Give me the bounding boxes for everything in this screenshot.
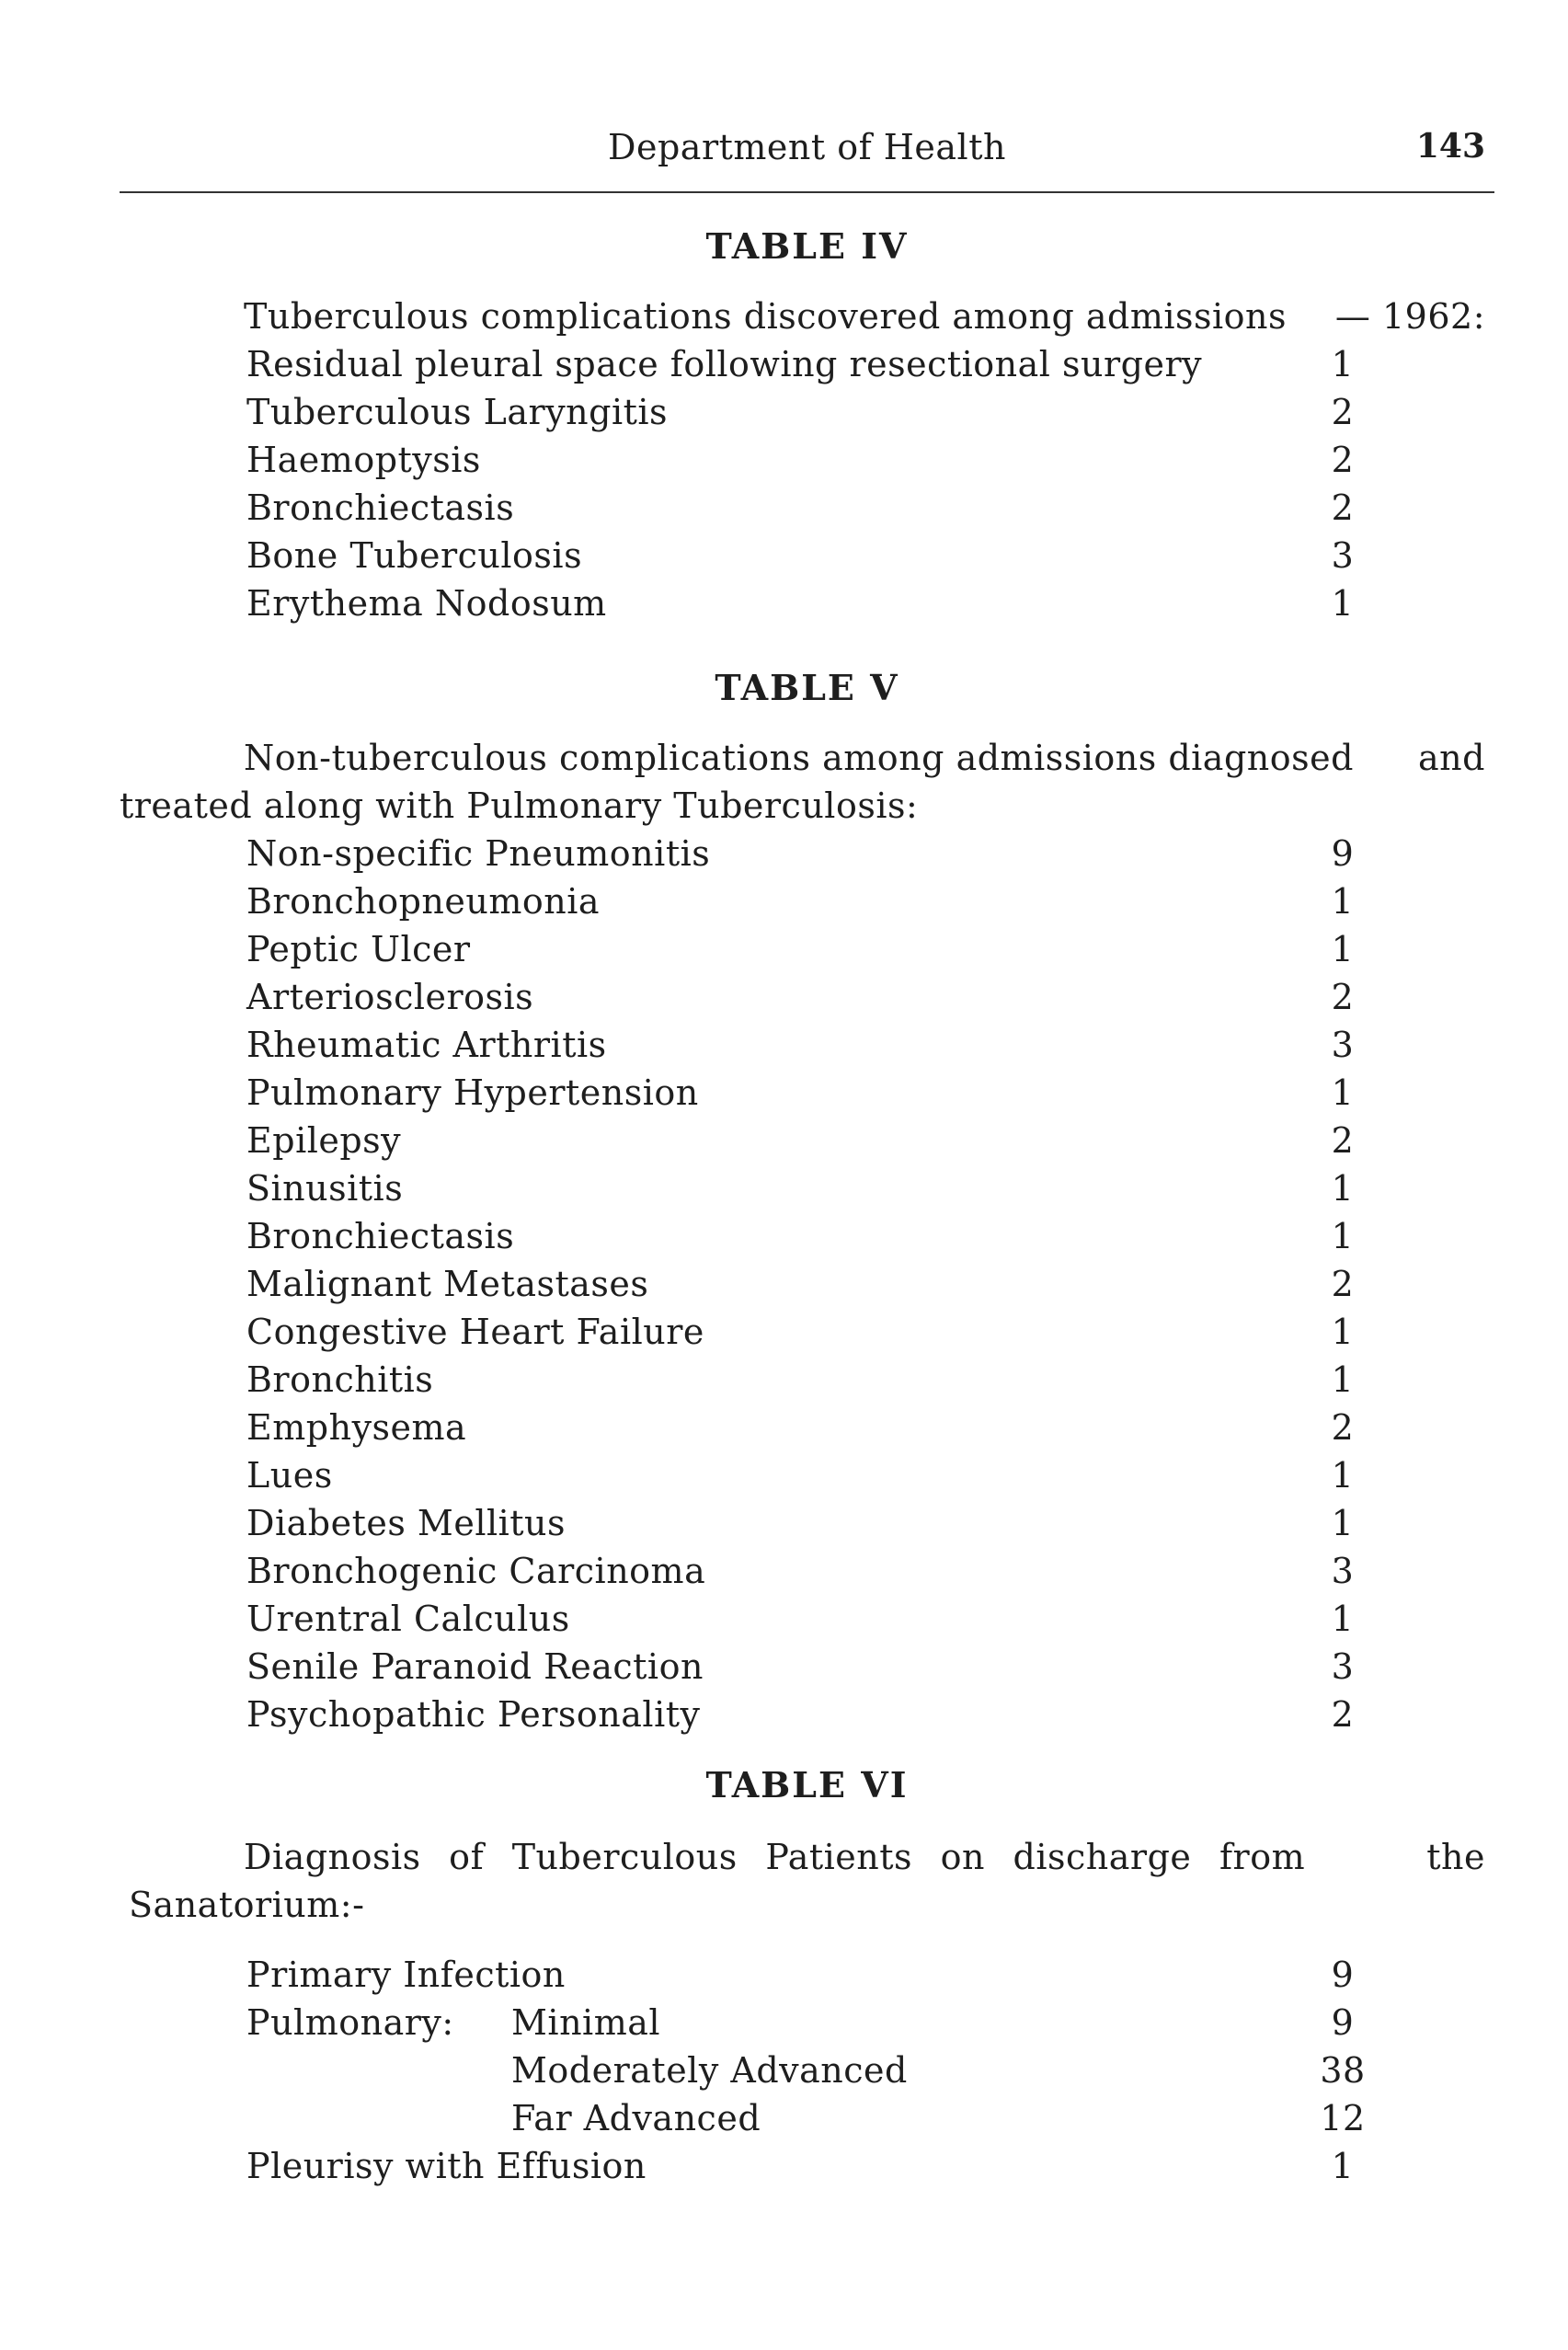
list-item	[0, 1312, 1568, 1359]
item-count: 2	[1331, 392, 1355, 432]
item-count: 12	[1320, 2098, 1366, 2138]
item-count: 2	[1331, 1407, 1355, 1448]
list-item	[0, 929, 1568, 977]
item-count: 1	[1331, 2146, 1355, 2186]
item-label: Primary Infection	[246, 1955, 566, 1995]
item-label: Pleurisy with Effusion	[246, 2146, 647, 2186]
item-count: 3	[1331, 1025, 1355, 1065]
table-iv-heading: TABLE IV	[705, 225, 909, 267]
item-label: Rheumatic Arthritis	[246, 1025, 607, 1065]
item-count: 2	[1331, 1694, 1355, 1735]
item-label: Non-specific Pneumonitis	[246, 833, 711, 874]
list-item	[0, 977, 1568, 1025]
table-vi-intro-line1-end: the	[1426, 1837, 1485, 1877]
list-item	[0, 1264, 1568, 1312]
list-item	[0, 1955, 1568, 2002]
item-sublabel: Moderately Advanced	[511, 2050, 908, 2091]
list-item	[0, 2050, 1568, 2098]
list-item	[0, 392, 1568, 440]
table-v-heading: TABLE V	[715, 667, 899, 708]
item-count: 1	[1331, 1216, 1355, 1256]
item-sublabel: Minimal	[511, 2002, 661, 2043]
item-label: Peptic Ulcer	[246, 929, 471, 969]
header-rule	[120, 191, 1494, 193]
item-count: 3	[1331, 1646, 1355, 1687]
list-item	[0, 1407, 1568, 1455]
list-item	[0, 344, 1568, 392]
item-count: 1	[1331, 881, 1355, 922]
table-vi-heading: TABLE VI	[705, 1764, 909, 1805]
table-v-intro-line2: treated along with Pulmonary Tuberculosis:	[120, 785, 919, 826]
list-item	[0, 2146, 1568, 2194]
table-iv-intro-year: — 1962:	[1334, 296, 1485, 337]
list-item	[0, 1359, 1568, 1407]
item-label: Bronchiectasis	[246, 1216, 515, 1256]
item-count: 2	[1331, 440, 1355, 480]
item-count: 1	[1331, 1503, 1355, 1543]
item-label: Pulmonary:	[246, 2002, 454, 2043]
item-label: Emphysema	[246, 1407, 467, 1448]
list-item	[0, 1694, 1568, 1742]
running-head-title: Department of Health	[608, 127, 1006, 167]
item-count: 2	[1331, 1120, 1355, 1161]
item-count: 1	[1331, 1168, 1355, 1209]
item-label: Lues	[246, 1455, 333, 1496]
item-count: 2	[1331, 977, 1355, 1017]
item-count: 38	[1320, 2050, 1366, 2091]
table-iv-intro-text: Tuberculous complications discovered among admissions	[244, 296, 1288, 337]
list-item	[0, 1551, 1568, 1599]
item-count: 1	[1331, 1455, 1355, 1496]
item-label: Diabetes Mellitus	[246, 1503, 567, 1543]
item-label: Psychopathic Personality	[246, 1694, 701, 1735]
item-label: Sinusitis	[246, 1168, 404, 1209]
item-label: Arteriosclerosis	[246, 977, 534, 1017]
item-label: Bronchitis	[246, 1359, 434, 1400]
item-count: 9	[1331, 2002, 1355, 2043]
item-label: Bronchiectasis	[246, 487, 515, 528]
item-count: 3	[1331, 535, 1355, 576]
list-item	[0, 1599, 1568, 1646]
item-count: 1	[1331, 583, 1355, 624]
list-item	[0, 833, 1568, 881]
item-label: Congestive Heart Failure	[246, 1312, 704, 1352]
item-count: 1	[1331, 1599, 1355, 1639]
item-label: Tuberculous Laryngitis	[246, 392, 669, 432]
running-head	[120, 127, 1494, 182]
table-vi-intro-line1: Diagnosis of Tuberculous Patients on discharge from	[244, 1837, 1306, 1877]
item-sublabel: Far Advanced	[511, 2098, 761, 2138]
item-label: Senile Paranoid Reaction	[246, 1646, 704, 1687]
item-label: Bone Tuberculosis	[246, 535, 583, 576]
item-label: Epilepsy	[246, 1120, 402, 1161]
item-count: 2	[1331, 487, 1355, 528]
list-item	[0, 1646, 1568, 1694]
item-label: Erythema Nodosum	[246, 583, 607, 624]
table-v-intro-line1: Non-tuberculous complications among admissions diagnosed	[244, 738, 1354, 778]
list-item	[0, 1025, 1568, 1072]
item-label: Bronchogenic Carcinoma	[246, 1551, 706, 1591]
list-item	[0, 1072, 1568, 1120]
item-count: 1	[1331, 344, 1355, 384]
list-item	[0, 440, 1568, 487]
item-label: Bronchopneumonia	[246, 881, 601, 922]
item-count: 9	[1331, 1955, 1355, 1995]
page-number: 143	[1415, 127, 1485, 166]
list-item	[0, 1455, 1568, 1503]
item-count: 1	[1331, 1312, 1355, 1352]
list-item	[0, 583, 1568, 631]
item-label: Residual pleural space following resectional surgery	[246, 344, 1203, 384]
item-count: 2	[1331, 1264, 1355, 1304]
item-label: Haemoptysis	[246, 440, 481, 480]
list-item	[0, 1216, 1568, 1264]
item-count: 9	[1331, 833, 1355, 874]
item-count: 1	[1331, 1359, 1355, 1400]
item-label: Malignant Metastases	[246, 1264, 649, 1304]
item-count: 1	[1331, 1072, 1355, 1113]
list-item	[0, 2002, 1568, 2050]
item-label: Pulmonary Hypertension	[246, 1072, 699, 1113]
item-count: 1	[1331, 929, 1355, 969]
list-item	[0, 1503, 1568, 1551]
list-item	[0, 881, 1568, 929]
list-item	[0, 487, 1568, 535]
item-count: 3	[1331, 1551, 1355, 1591]
list-item	[0, 2098, 1568, 2146]
table-v-intro-line1-end: and	[1418, 738, 1485, 778]
list-item	[0, 1168, 1568, 1216]
item-label: Urentral Calculus	[246, 1599, 570, 1639]
list-item	[0, 1120, 1568, 1168]
list-item	[0, 535, 1568, 583]
table-vi-intro-line2: Sanatorium:-	[129, 1885, 365, 1925]
